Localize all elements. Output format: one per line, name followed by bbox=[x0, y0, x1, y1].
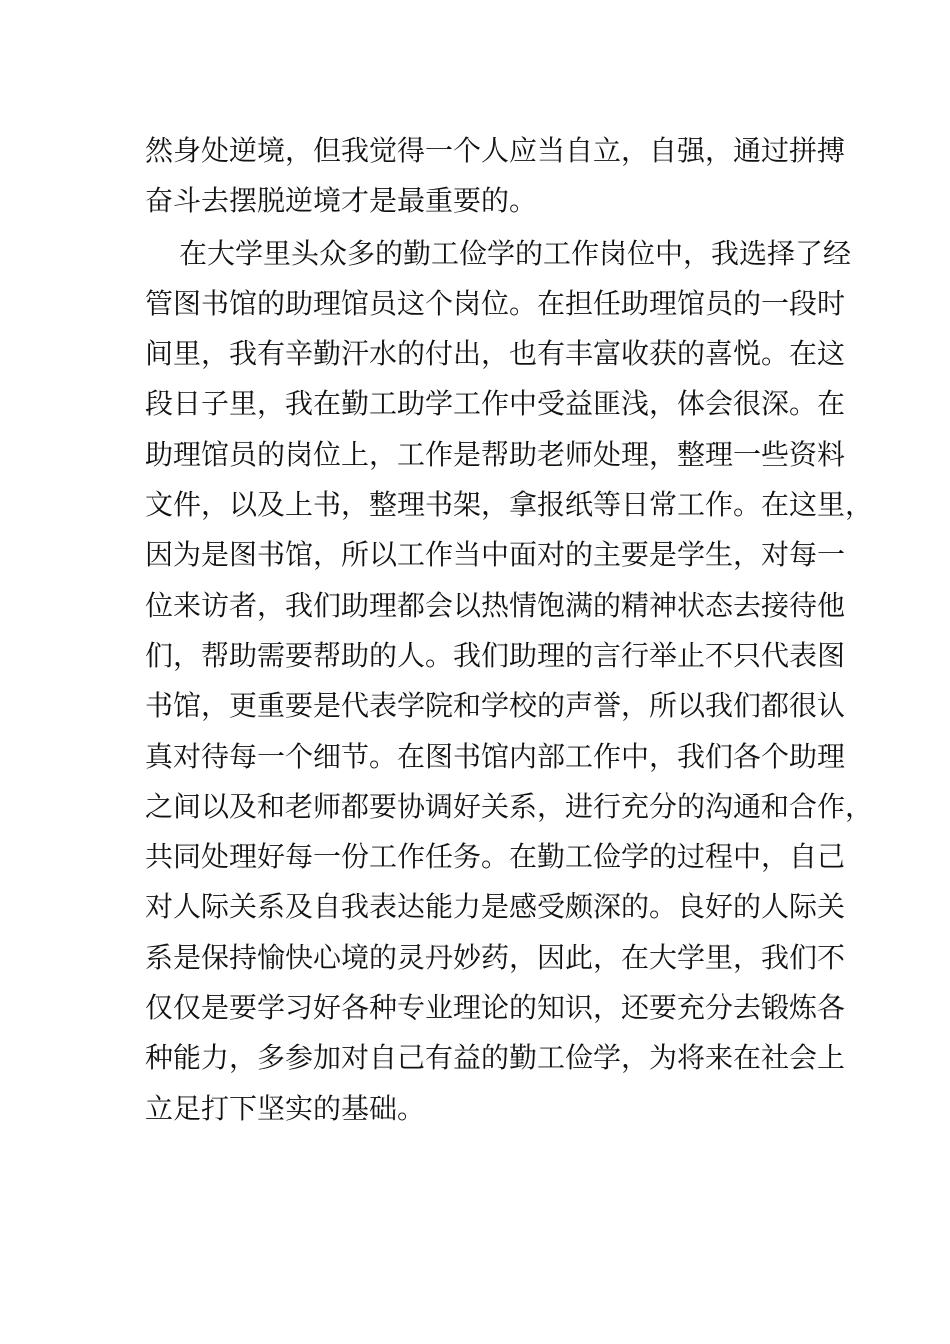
text-line: 系是保持愉快心境的灵丹妙药，因此，在大学里，我们不 bbox=[145, 940, 846, 974]
text-line: 因为是图书馆，所以工作当中面对的主要是学生，对每一 bbox=[145, 538, 846, 572]
text-line: 立足打下坚实的基础。 bbox=[145, 1091, 426, 1125]
text-line: 仅仅是要学习好各种专业理论的知识，还要充分去锻炼各 bbox=[145, 991, 846, 1025]
text-line: 位来访者，我们助理都会以热情饱满的精神状态去接待他 bbox=[145, 588, 846, 622]
body-text bbox=[145, 126, 874, 1134]
text-line: 奋斗去摆脱逆境才是最重要的。 bbox=[145, 184, 538, 218]
text-line: 间里，我有辛勤汗水的付出，也有丰富收获的喜悦。在这 bbox=[145, 337, 846, 371]
text-line: 书馆，更重要是代表学院和学校的声誉，所以我们都很认 bbox=[145, 689, 846, 723]
text-line: 之间以及和老师都要协调好关系，进行充分的沟通和合作， bbox=[145, 789, 874, 823]
text-line: 段日子里，我在勤工助学工作中受益匪浅，体会很深。在 bbox=[145, 387, 846, 421]
text-line: 种能力，多参加对自己有益的勤工俭学，为将来在社会上 bbox=[145, 1041, 846, 1075]
text-line: 管图书馆的助理馆员这个岗位。在担任助理馆员的一段时 bbox=[145, 286, 846, 320]
text-line: 然身处逆境，但我觉得一个人应当自立，自强，通过拼搏 bbox=[145, 134, 846, 167]
text-line: 共同处理好每一份工作任务。在勤工俭学的过程中，自己 bbox=[145, 840, 846, 874]
text-line: 真对待每一个细节。在图书馆内部工作中，我们各个助理 bbox=[145, 739, 846, 773]
text-line: 对人际关系及自我表达能力是感受颇深的。良好的人际关 bbox=[145, 890, 846, 924]
text-line: 文件，以及上书，整理书架，拿报纸等日常工作。在这里， bbox=[145, 488, 874, 522]
text-line: 们，帮助需要帮助的人。我们助理的言行举止不只代表图 bbox=[145, 638, 846, 672]
text-line: 助理馆员的岗位上，工作是帮助老师处理，整理一些资料 bbox=[145, 437, 846, 471]
paragraph-first-line: 在大学里头众多的勤工俭学的工作岗位中，我选择了经 bbox=[179, 236, 852, 270]
